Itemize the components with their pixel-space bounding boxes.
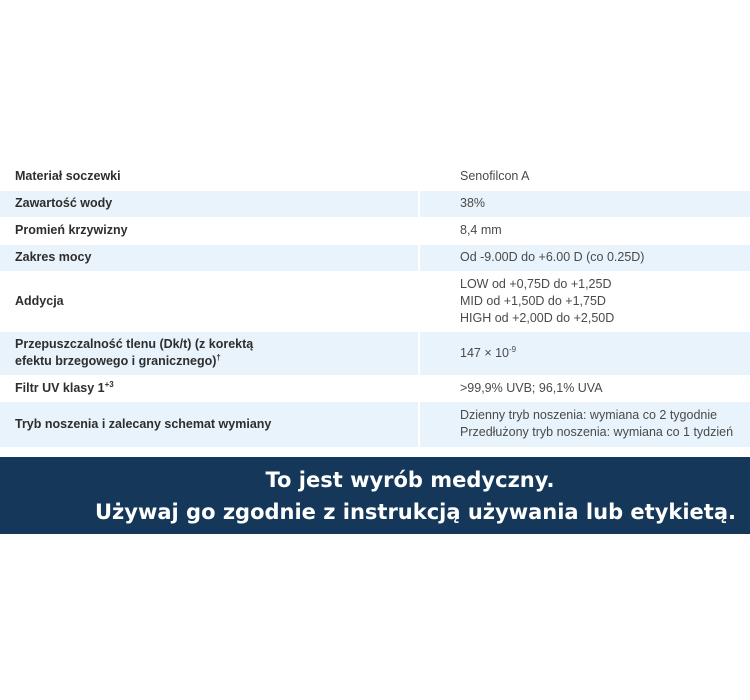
spec-table	[0, 163, 750, 448]
spec-value: 8,4 mm	[419, 217, 750, 244]
banner-line-1: To jest wyrób medyczny.	[265, 468, 555, 492]
spec-label: Tryb noszenia i zalecany schemat wymiany	[0, 401, 419, 447]
table-row	[0, 190, 750, 217]
spec-label: Zakres mocy	[0, 244, 419, 271]
table-row	[0, 217, 750, 244]
banner-line-2: Używaj go zgodnie z instrukcją używania lub etykietą.	[95, 500, 736, 524]
spec-value: Senofilcon A	[419, 163, 750, 190]
medical-device-banner	[0, 457, 750, 534]
spec-value-text: 147 × 10	[460, 345, 510, 360]
footnote-mark: †	[216, 352, 221, 362]
spec-label-text: efektu brzegowego i granicznego)	[15, 354, 217, 368]
spec-value: 38%	[419, 190, 750, 217]
spec-value-line: Dzienny tryb noszenia: wymiana co 2 tygodnie	[460, 408, 718, 422]
spec-value: >99,9% UVB; 96,1% UVA	[419, 375, 750, 401]
exponent: -9	[509, 344, 517, 354]
spec-label	[0, 331, 419, 375]
spec-value-line: Przedłużony tryb noszenia: wymiana co 1 tydzień	[460, 425, 734, 439]
spec-label: Addycja	[0, 271, 419, 331]
table-row	[0, 271, 750, 331]
table-row	[0, 244, 750, 271]
spec-value	[419, 331, 750, 375]
spec-label: Promień krzywizny	[0, 217, 419, 244]
table-row	[0, 375, 750, 401]
spec-value-line: LOW od +0,75D do +1,25D	[460, 276, 612, 291]
spec-label: Zawartość wody	[0, 190, 419, 217]
spec-value-line: HIGH od +2,00D do +2,50D	[460, 310, 615, 325]
spec-label: Materiał soczewki	[0, 163, 419, 190]
footnote-mark: +3	[104, 379, 114, 389]
spec-value: Od -9.00D do +6.00 D (co 0.25D)	[419, 244, 750, 271]
spec-value	[419, 271, 750, 331]
spec-label	[0, 375, 419, 401]
table-row	[0, 331, 750, 375]
spec-label-line	[15, 353, 418, 370]
table-row	[0, 401, 750, 447]
spec-value	[419, 401, 750, 447]
spec-label-line: Przepuszczalność tlenu (Dk/t) (z korektą	[15, 337, 254, 351]
table-row	[0, 163, 750, 190]
spec-label-text: Filtr UV klasy 1	[15, 380, 105, 395]
spec-value-line: MID od +1,50D do +1,75D	[460, 293, 606, 308]
